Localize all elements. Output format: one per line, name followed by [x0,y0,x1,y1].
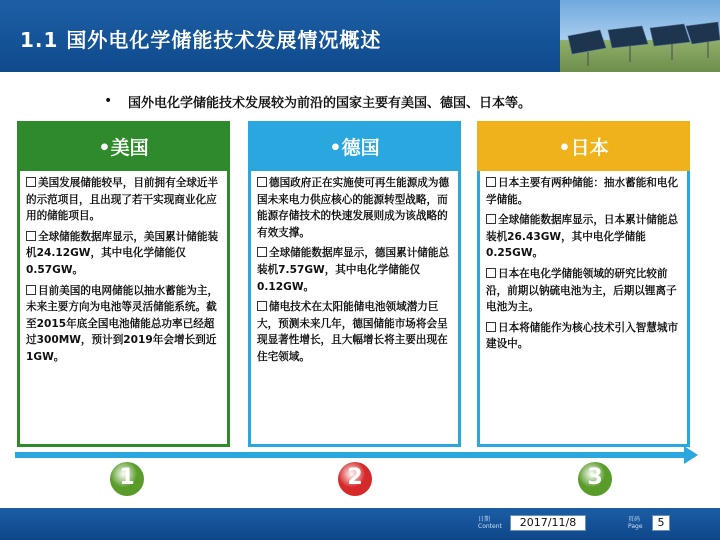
list-item-text: 全球储能数据库显示，德国累计储能总装机7.57GW，其中电化学储能仅0.12GW。 [257,247,450,293]
list-item [257,175,452,241]
step-marker-2 [338,462,372,496]
step-number: 3 [587,465,603,490]
checkbox-bullet-icon [257,301,267,311]
column-header-japan [477,121,690,171]
intro-text: 国外电化学储能技术发展较为前沿的国家主要有美国、德国、日本等。 [128,96,532,111]
timeline-bar [15,452,685,458]
date-value: 2017/11/8 [510,515,586,531]
title-bar [0,0,720,72]
column-title-germany: •德国 [329,137,380,159]
date-label-en: Content [478,523,502,530]
column-germany [248,121,461,451]
column-usa [17,121,230,451]
column-title-japan: •日本 [558,137,609,159]
list-item [486,320,681,353]
column-body-usa [17,171,230,447]
page-label-cn: 页码 [628,516,641,523]
step-marker-1 [110,462,144,496]
list-item [26,229,221,279]
checkbox-bullet-icon [486,214,496,224]
column-header-germany [248,121,461,171]
date-label-cn: 日期 [478,516,491,523]
list-item [257,245,452,295]
column-body-japan [477,171,690,447]
date-label [478,516,502,530]
list-item [26,175,221,225]
list-item-text: 日本主要有两种储能：抽水蓄能和电化学储能。 [486,177,679,206]
checkbox-bullet-icon [26,177,36,187]
list-item-text: 美国发展储能较早，目前拥有全球近半的示范项目，且出现了若干实现商业化应用的储能项目。 [26,177,219,223]
slide-title: 1.1 国外电化学储能技术发展情况概述 [20,28,382,52]
list-item-text: 储电技术在太阳能储电池领域潜力巨大，预测未来几年，德国储能市场将会呈现显著性增长，且大幅增长将主要出现在住宅领域。 [257,301,448,363]
timeline-arrow-icon [684,446,698,464]
step-number: 2 [347,465,363,490]
footer-bar [0,508,720,540]
list-item [257,299,452,365]
list-item-text: 全球储能数据库显示，美国累计储能装机24.12GW，其中电化学储能仅0.57GW。 [26,230,219,276]
column-header-usa [17,121,230,171]
list-item-text: 德国政府正在实施使可再生能源成为德国未来电力供应核心的能源转型战略，而能源存储技术的快速发展则成为该战略的有效支撑。 [257,177,450,239]
checkbox-bullet-icon [486,177,496,187]
step-marker-3 [578,462,612,496]
step-number: 1 [119,465,135,490]
intro-bullet: • [104,93,113,109]
list-item-text: 目前美国的电网储能以抽水蓄能为主，未来主要方向为电池等灵活储能系统。截至2015年底全国电池储能总功率已经超过300MW，预计到2019年会增长到近1GW。 [26,284,219,363]
page-label-en: Page [628,523,643,530]
page-number: 5 [652,515,670,531]
checkbox-bullet-icon [486,268,496,278]
list-item-text: 日本将储能作为核心技术引入智慧城市建设中。 [486,321,679,351]
list-item [26,283,221,366]
list-item [486,266,681,316]
checkbox-bullet-icon [26,231,36,241]
solar-panel-photo [560,0,720,72]
list-item [486,212,681,262]
column-japan [477,121,690,451]
list-item [486,175,681,208]
checkbox-bullet-icon [257,247,267,257]
checkbox-bullet-icon [257,177,267,187]
checkbox-bullet-icon [486,322,496,332]
page-label [628,516,643,530]
column-body-germany [248,171,461,447]
list-item-text: 日本在电化学储能领域的研究比较前沿，前期以钠硫电池为主，后期以锂离子电池为主。 [486,267,677,314]
list-item-text: 全球储能数据库显示，日本累计储能总装机26.43GW，其中电化学储能0.25GW。 [486,214,679,260]
checkbox-bullet-icon [26,285,36,295]
column-title-usa: •美国 [98,137,149,159]
